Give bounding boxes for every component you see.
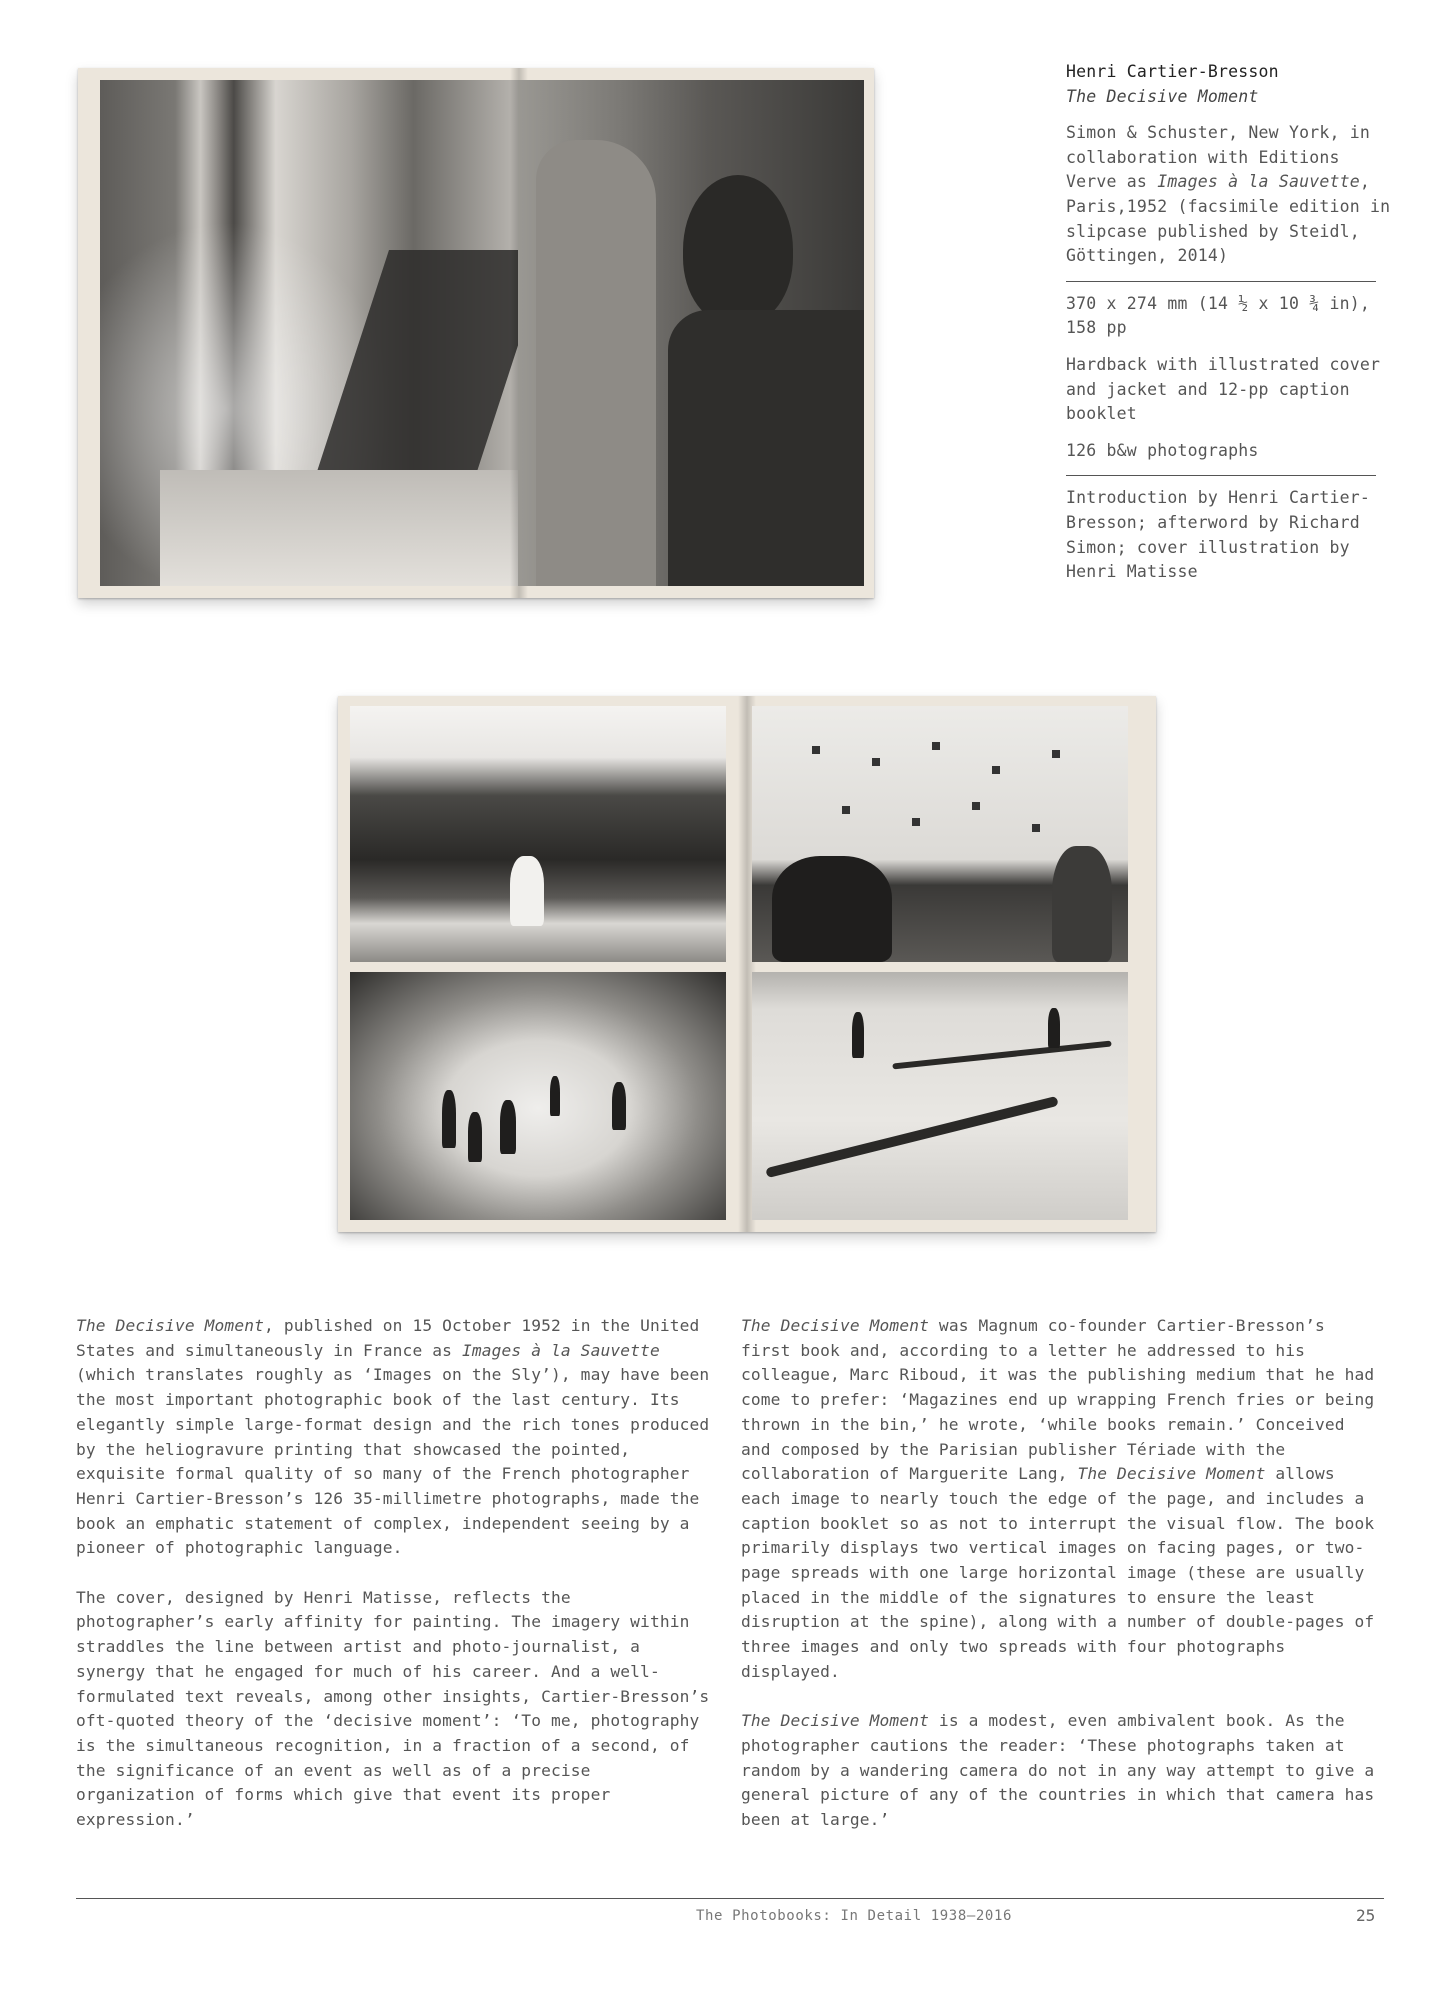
photobook-spread-top [78, 68, 874, 598]
book-title-italic: Images à la Sauvette [461, 1340, 660, 1360]
photo-head-shape [683, 175, 793, 325]
book-title-italic: The Decisive Moment [1077, 1464, 1266, 1484]
caption-publisher [1066, 121, 1396, 269]
photo-body-shape [668, 310, 864, 586]
photo-window-shape [1052, 750, 1060, 758]
body-text: (which translates roughly as ‘Images on the Sly’), may have been the most important photographic book of the last century. Its elegantly simple large-format design and the rich tones produced by the heliogravure printing that showcased the pointed, exquisite formal quality of so many of the French photographer Henri Cartier-Bresson’s 126 35-millimetre photographs, made the book an emphatic statement of complex, independent seeing by a pioneer of photographic language. [76, 1365, 710, 1558]
book-title-italic: The Decisive Moment [741, 1316, 930, 1335]
photo-child-figure [500, 1100, 516, 1154]
caption-credits: Introduction by Henri Cartier-Bresson; afterword by Richard Simon; cover illustration by Henri Matisse [1066, 488, 1371, 582]
photo-boy-by-wall [518, 80, 864, 586]
photo-child-figure [442, 1090, 456, 1148]
photo-girl-figure [510, 856, 544, 926]
photo-window-shape [932, 742, 940, 750]
caption-publisher-title: Images à la Sauvette [1157, 172, 1360, 192]
caption-publisher-text: Simon & Schuster, New York, in collaboration with Editions Verve as [1066, 123, 1371, 192]
body-paragraph [741, 1314, 1381, 1685]
photo-window-shape [912, 818, 920, 826]
body-column-left [76, 1314, 716, 1857]
caption-divider [1066, 475, 1376, 476]
photo-rope-shape [892, 1041, 1111, 1070]
photo-alley-shadows [100, 80, 518, 586]
body-paragraph [76, 1314, 716, 1561]
footer-divider [76, 1898, 1384, 1899]
photo-window-shape [842, 806, 850, 814]
caption-binding: Hardback with illustrated cover and jacket and 12-pp caption booklet [1066, 354, 1381, 424]
photo-girl-running [350, 706, 726, 962]
photo-child-figure [1048, 1008, 1060, 1048]
caption-divider [1066, 281, 1376, 282]
photo-window-shape [812, 746, 820, 754]
photo-child-figure [852, 1012, 864, 1058]
body-text: allows each image to nearly touch the edge of the page, and includes a caption booklet so as not to interrupt the visual flow. The book primarily displays two vertical images on facing pages, or two-page spreads with one large horizontal image (these are usually placed in the middle of the signatures to ensure the least disruption at the spine), along with a number of double-pages of three images and only two spreads with four photographs displayed. [741, 1464, 1375, 1681]
photo-child-figure [612, 1082, 626, 1130]
caption-photographs: 126 b&w photographs [1066, 440, 1259, 460]
footer-running-title: The Photobooks: In Detail 1938–2016 [696, 1908, 1013, 1924]
caption-publisher-text-2: , Paris,1952 (facsimile edition in slipcase published by Steidl, Göttingen, 2014) [1066, 172, 1391, 266]
body-text: was Magnum co-founder Cartier-Bresson’s first book and, according to a letter he addressed to his colleague, Marc Riboud, it was the publishing medium that he had come to prefer: ‘Magazines end up wrapping French fries or being thrown in the bin,’ he wrote, ‘while books remain.’ Conceived and composed by the Parisian publisher Tériade with the collaboration of Marguerite Lang, [741, 1316, 1375, 1484]
photo-window-shape [992, 766, 1000, 774]
book-details-caption [1066, 60, 1396, 585]
photo-pavement-shape [160, 470, 518, 586]
photo-window-shape [972, 802, 980, 810]
book-title-italic: The Decisive Moment [76, 1316, 265, 1335]
body-paragraph: The cover, designed by Henri Matisse, reflects the photographer’s early affinity for painting. The imagery within straddles the line between artist and photo-journalist, a synergy that he engaged for much of his career. And a well-formulated text reveals, among other insights, Cartier-Bresson’s oft-quoted theory of the ‘decisive moment’: ‘To me, photography is the simultaneous recognition, in a fraction of a second, of the significance of an event as well as of a precise organization of forms which give that event its proper expression.’ [76, 1587, 710, 1830]
photo-window-shape [1032, 824, 1040, 832]
caption-book-title: The Decisive Moment [1066, 86, 1259, 106]
book-title-italic: The Decisive Moment [741, 1711, 930, 1731]
photo-beach-children [752, 972, 1128, 1220]
photo-shadow-shape [311, 250, 518, 490]
photo-window-shape [872, 758, 880, 766]
photobook-spread-bottom [338, 696, 1156, 1232]
photo-wall-shape [536, 140, 656, 586]
page-number: 25 [1356, 1906, 1376, 1925]
photo-boy-figure [772, 856, 892, 962]
photo-child-figure [550, 1076, 560, 1116]
photo-children-ruins [350, 972, 726, 1220]
body-text: is a modest, even ambivalent book. As the photographer cautions the reader: ‘These photographs taken at random by a wandering camera do not in any way attempt to give a general picture of any of the countries in which that camera has been at large.’ [741, 1711, 1375, 1830]
caption-dimensions: 370 x 274 mm (14 ½ x 10 ¾ in), 158 pp [1066, 293, 1371, 338]
body-paragraph [741, 1709, 1381, 1833]
body-column-right [741, 1314, 1381, 1857]
photo-boys-wall-windows [752, 706, 1128, 962]
body-text: , published on 15 October 1952 in the United States and simultaneously in France as [76, 1316, 700, 1360]
photo-child-figure [468, 1112, 482, 1162]
caption-author: Henri Cartier-Bresson [1066, 62, 1279, 81]
photo-boy-figure [1052, 846, 1112, 962]
photo-rope-shape [765, 1096, 1059, 1178]
